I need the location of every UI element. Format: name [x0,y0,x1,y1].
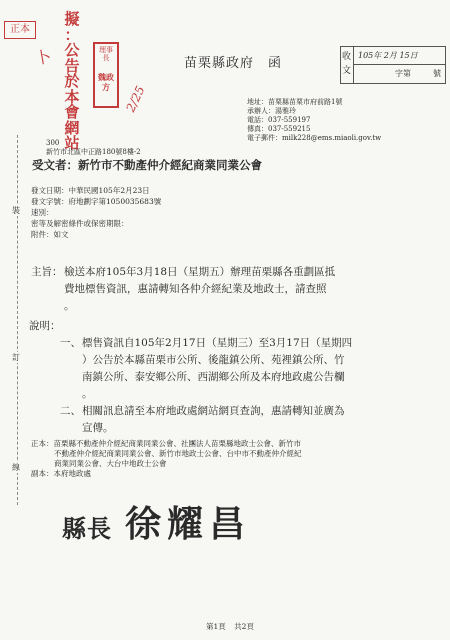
explanation-item-1: 一、 標售資訊自105年2月17日（星期三）至3月17日（星期四 ）公告於本縣苗栗市公所、後龍鎮公所、苑裡鎮公所、竹 南鎮公所、泰安鄉公所、西湖鄉公所及本府地政處公告欄 。 [60,337,353,400]
binding-mark-3: 線 [12,463,20,472]
handwritten-date: 2/25 [123,83,148,115]
explanation-label: 說明： [29,320,61,332]
page-footer: 第1頁 共2頁 [206,622,254,631]
binding-line [17,135,18,505]
handwritten-note: 擬 ： 公 告 於 本 會 網 站 [64,10,80,152]
subject-label: 主旨： [31,266,63,278]
document-meta: 發文日期：中華民國105年2月23日 發文字號：府地劃字第1050035683號 速別： 密等及解密條件或保密期限： 附件：如文 [31,186,162,239]
signature-name: 徐耀昌 [125,503,252,545]
subject-body: 檢送本府105年3月18日（星期五）辦理苗栗縣各重劃區抵 費地標售資訊，惠請轉知各仲介經紀業及地政士，請查照 。 [64,266,336,312]
signature-title: 縣長 [62,514,112,543]
chairman-seal: 理事長 魏政方 [93,42,119,108]
addressee: 受文者：新竹市不動產仲介經紀商業同業公會 [32,158,262,172]
recipient-address: 300 新竹市北區中正路180號8樓-2 [46,139,141,156]
binding-mark-2: 訂 [12,353,20,362]
binding-mark-1: 裝 [12,206,20,215]
sender-info: 地址：苗栗縣苗栗市府前路1號 承辦人：湯雅玲 電話：037-559197 傳真：037-559215 電子郵件：milk228@ems.miaoli.gov.tw [247,98,382,142]
handwritten-initial: 卜 [33,46,53,69]
original-copy-stamp: 正本 [4,21,36,39]
receipt-box: 收文 105年 2月 15日 字第 號 [340,46,446,84]
explanation-item-2: 二、 相關訊息請至本府地政處網站網頁查詢，惠請轉知並廣為 宣傳。 [60,405,345,434]
copies-section: 正本：苗栗縣不動產仲介經紀商業同業公會、社團法人苗栗縣地政士公會、新竹市 不動產仲介經紀商業同業公會、新竹市地政士公會、台中市不動產仲介經紀 商業同業公會、大台中地政士公會 副本：本府地政處 [31,439,302,478]
document-header-title: 苗栗縣政府 函 [184,56,283,71]
